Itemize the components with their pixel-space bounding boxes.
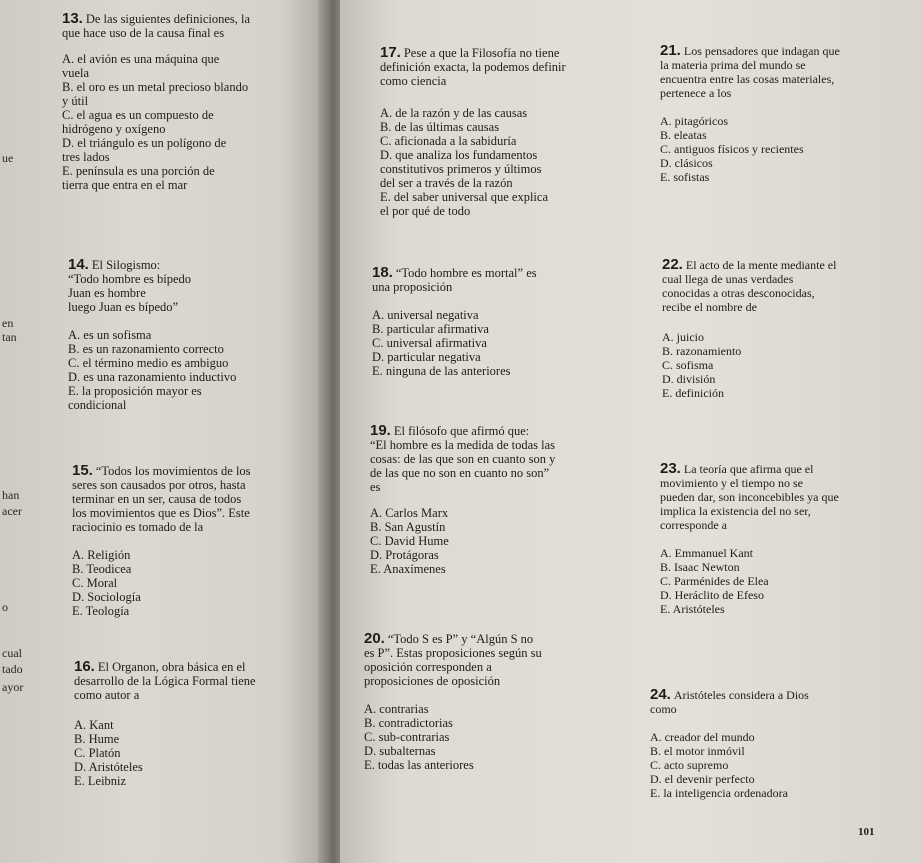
question-23 [660, 462, 910, 616]
option: E. Anaxímenes [370, 562, 446, 576]
option: B. Isaac Newton [660, 560, 740, 574]
question-stem: El filósofo que afirmó que: “El hombre es la medida de todas las cosas: de las que son en cuanto son y de las que no son en cuanto no son” es [370, 424, 556, 494]
question-stem: La teoría que afirma que el movimiento y el tiempo no se pueden dar, son inconcebibles ya que implica la existencia del no ser, corresponde a [660, 462, 839, 532]
option: C. antiguos físicos y recientes [660, 142, 804, 156]
question-number: 16. [74, 658, 95, 675]
option: E. todas las anteriores [364, 758, 474, 772]
option: E. Leibniz [74, 774, 127, 788]
question-20 [364, 632, 626, 772]
option: C. sub-contrarias [364, 730, 450, 744]
option: E. definición [662, 386, 724, 400]
question-number: 19. [370, 422, 391, 439]
question-22 [662, 258, 912, 400]
option: A. Kant [74, 718, 114, 732]
option: A. pitagóricos [660, 114, 728, 128]
option: A. universal negativa [372, 308, 479, 322]
question-stem: “Todo hombre es mortal” es una proposición [372, 266, 537, 294]
question-15 [72, 464, 317, 618]
option: D. Aristóteles [74, 760, 143, 774]
option: B. contradictorias [364, 716, 453, 730]
question-number: 14. [68, 256, 89, 273]
option: A. el avión es una máquina que vuela [62, 52, 220, 80]
option: D. subalternas [364, 744, 436, 758]
question-number: 13. [62, 10, 83, 27]
option: D. el triángulo es un polígono de tres lados [62, 136, 227, 164]
option: D. es una razonamiento inductivo [68, 370, 237, 384]
option: B. razonamiento [662, 344, 742, 358]
option: E. la inteligencia ordenadora [650, 786, 788, 800]
question-number: 17. [380, 44, 401, 61]
option: A. juicio [662, 330, 704, 344]
edge-word: han [2, 488, 20, 502]
option: A. de la razón y de las causas [380, 106, 528, 120]
option: D. particular negativa [372, 350, 481, 364]
edge-word: acer [2, 504, 22, 518]
question-16 [74, 660, 318, 788]
option: C. universal afirmativa [372, 336, 487, 350]
question-stem: “Todos los movimientos de los seres son causados por otros, hasta terminar en un ser, causa de todos los movimientos que es Dios”. Este raciocinio es tomado de la [72, 464, 251, 534]
page-number: 101 [858, 826, 875, 838]
option: B. es un razonamiento correcto [68, 342, 224, 356]
question-number: 20. [364, 630, 385, 647]
option: C. el término medio es ambiguo [68, 356, 229, 370]
question-stem: De las siguientes definiciones, la que hace uso de la causa final es [62, 12, 251, 40]
option: E. sofistas [660, 170, 710, 184]
option: D. que analiza los fundamentos constitutivos primeros y últimos del ser a través de la razón [380, 148, 542, 190]
question-18 [372, 266, 640, 378]
question-stem: Aristóteles considera a Dios como [650, 688, 809, 716]
edge-word: o [2, 600, 8, 614]
question-stem: El Silogismo: “Todo hombre es bípedo Juan es hombre luego Juan es bípedo” [68, 258, 192, 314]
question-14 [68, 258, 318, 412]
edge-word: en [2, 316, 14, 330]
option: D. Sociología [72, 590, 141, 604]
edge-word: cual [2, 646, 22, 660]
option: C. aficionada a la sabiduría [380, 134, 517, 148]
question-24 [650, 688, 912, 800]
option: B. Teodicea [72, 562, 132, 576]
option: B. San Agustín [370, 520, 446, 534]
option: C. sofisma [662, 358, 714, 372]
question-13 [62, 12, 317, 192]
question-21 [660, 44, 912, 184]
option: C. el agua es un compuesto de hidrógeno y oxígeno [62, 108, 214, 136]
question-number: 24. [650, 686, 671, 703]
question-number: 21. [660, 42, 681, 59]
option: A. creador del mundo [650, 730, 755, 744]
option: D. Protágoras [370, 548, 439, 562]
question-stem: Los pensadores que indagan que la materia prima del mundo se encuentra entre las cosas materiales, pertenece a los [660, 44, 840, 100]
option: C. Parménides de Elea [660, 574, 769, 588]
edge-word: ue [2, 151, 14, 165]
question-number: 23. [660, 460, 681, 477]
option: E. Aristóteles [660, 602, 725, 616]
question-17 [380, 46, 648, 218]
question-stem: Pese a que la Filosofía no tiene definición exacta, la podemos definir como ciencia [380, 46, 566, 88]
question-stem: “Todo S es P” y “Algún S no es P”. Estas proposiciones según su oposición corresponden a proposiciones de oposición [364, 632, 542, 688]
option: B. Hume [74, 732, 120, 746]
option: D. división [662, 372, 716, 386]
option: E. del saber universal que explica el por qué de todo [380, 190, 548, 218]
option: A. es un sofisma [68, 328, 152, 342]
option: E. ninguna de las anteriores [372, 364, 511, 378]
option: A. Carlos Marx [370, 506, 449, 520]
option: D. el devenir perfecto [650, 772, 755, 786]
edge-word: tado [2, 662, 23, 676]
edge-word: ayor [2, 680, 24, 694]
question-number: 22. [662, 256, 683, 273]
option: E. península es una porción de tierra que entra en el mar [62, 164, 215, 192]
option: B. el oro es un metal precioso blando y útil [62, 80, 249, 108]
option: B. de las últimas causas [380, 120, 500, 134]
option: D. Heráclito de Efeso [660, 588, 764, 602]
question-stem: El Organon, obra básica en el desarrollo de la Lógica Formal tiene como autor a [74, 660, 256, 702]
question-number: 18. [372, 264, 393, 281]
option: A. Emmanuel Kant [660, 546, 753, 560]
option: A. Religión [72, 548, 131, 562]
question-number: 15. [72, 462, 93, 479]
option: B. eleatas [660, 128, 707, 142]
option: C. Platón [74, 746, 121, 760]
option: C. Moral [72, 576, 118, 590]
option: C. acto supremo [650, 758, 729, 772]
question-19 [370, 424, 632, 576]
option: E. la proposición mayor es condicional [68, 384, 202, 412]
option: B. particular afirmativa [372, 322, 489, 336]
option: C. David Hume [370, 534, 449, 548]
option: B. el motor inmóvil [650, 744, 745, 758]
edge-word: tan [2, 330, 17, 344]
option: A. contrarias [364, 702, 429, 716]
option: D. clásicos [660, 156, 713, 170]
option: E. Teología [72, 604, 130, 618]
question-stem: El acto de la mente mediante el cual llega de unas verdades conocidas a otras desconocidas, recibe el nombre de [662, 258, 837, 314]
